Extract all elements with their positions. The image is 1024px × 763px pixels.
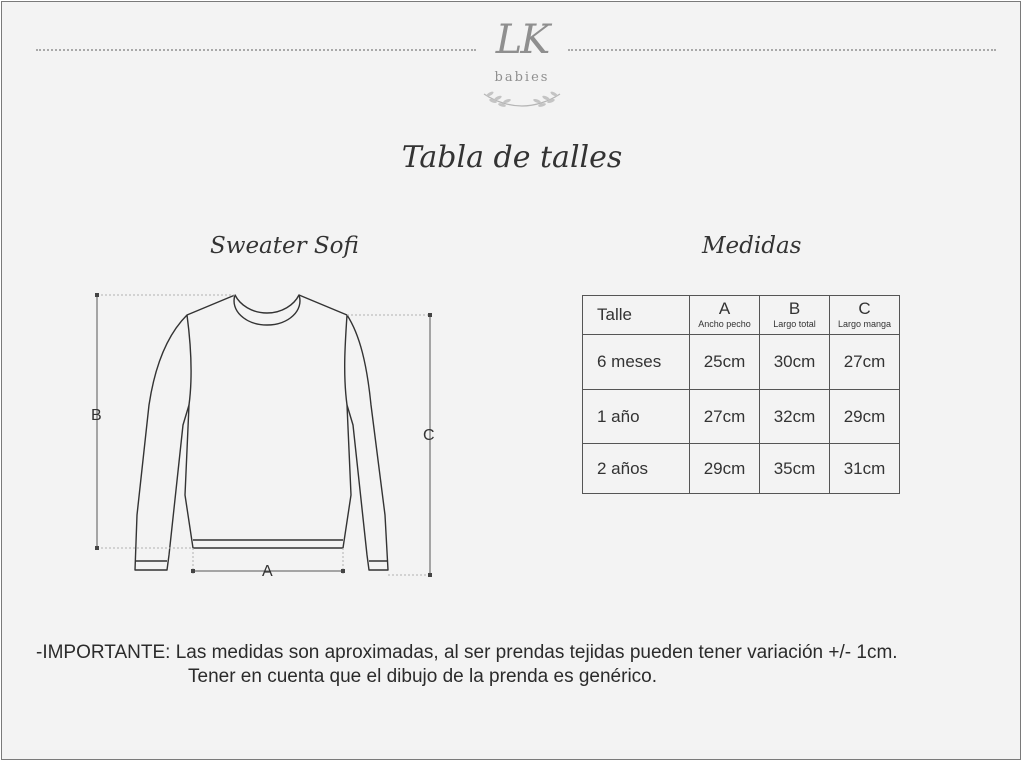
header-divider-right — [568, 49, 996, 51]
cell-value: 27cm — [690, 390, 760, 444]
table-row — [583, 390, 900, 444]
logo-wordmark: babies — [494, 70, 550, 85]
cell-value: 29cm — [690, 444, 760, 494]
table-row — [583, 444, 900, 494]
dimension-label-c: C — [423, 427, 435, 444]
cell-value: 31cm — [830, 444, 900, 494]
col-b-sub: Largo total — [773, 319, 816, 329]
col-a-sub: Ancho pecho — [698, 319, 751, 329]
row-label: 1 año — [583, 390, 690, 444]
important-note: -IMPORTANTE: Las medidas son aproximadas, al ser prendas tejidas pueden tener variación +/- 1cm. — [36, 642, 898, 663]
sweater-heading: Sweater Sofi — [210, 233, 359, 259]
wreath-icon — [478, 84, 566, 114]
col-b-letter: B — [788, 299, 801, 318]
cell-value: 29cm — [830, 390, 900, 444]
header-col-a — [690, 296, 760, 335]
table-row — [583, 335, 900, 390]
dimension-label-a: A — [262, 563, 273, 580]
header-col-b — [760, 296, 830, 335]
generic-drawing-note: Tener en cuenta que el dibujo de la prenda es genérico. — [188, 666, 658, 687]
cell-value: 25cm — [690, 335, 760, 390]
header-col-c — [830, 296, 900, 335]
cell-value: 30cm — [760, 335, 830, 390]
header-divider-left — [36, 49, 476, 51]
cell-value: 32cm — [760, 390, 830, 444]
header-talle: Talle — [583, 296, 690, 335]
measurements-heading: Medidas — [702, 233, 802, 259]
cell-value: 27cm — [830, 335, 900, 390]
col-c-sub: Largo manga — [837, 319, 892, 329]
dimension-label-b: B — [91, 407, 102, 424]
cell-value: 35cm — [760, 444, 830, 494]
sweater-diagram — [85, 285, 445, 585]
row-label: 6 meses — [583, 335, 690, 390]
col-c-letter: C — [858, 299, 871, 318]
logo-mark: LK — [495, 17, 549, 63]
row-label: 2 años — [583, 444, 690, 494]
size-table — [582, 295, 900, 494]
page-title: Tabla de talles — [401, 140, 623, 175]
col-a-letter: A — [718, 299, 731, 318]
table-header-row — [583, 296, 900, 335]
